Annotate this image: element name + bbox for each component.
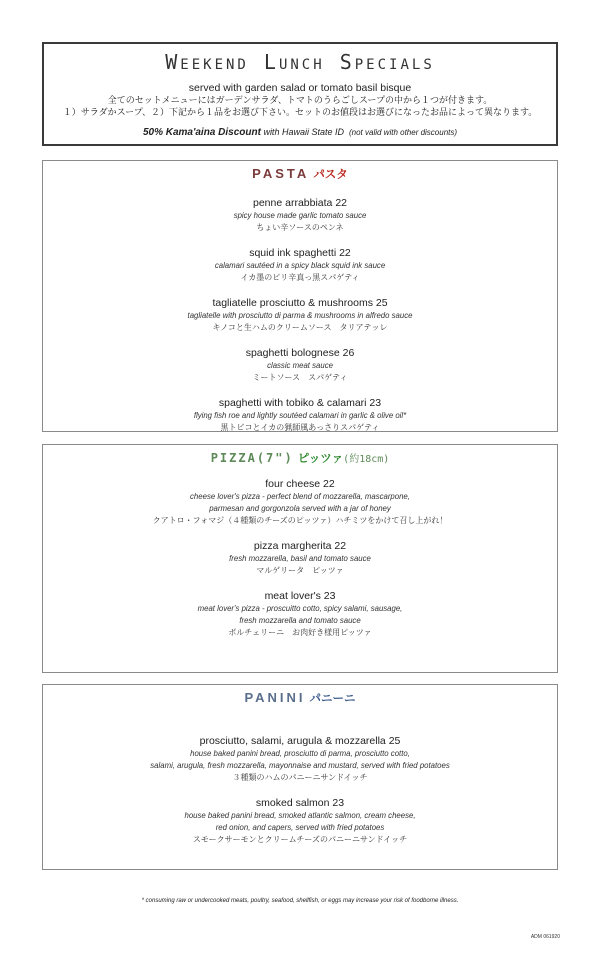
menu-item: [43, 246, 557, 284]
discount-bold: 50% Kama'aina Discount: [142, 127, 261, 138]
discount-line: [44, 127, 556, 138]
pasta-title-jp: パスタ: [313, 169, 348, 181]
item-name: meat lover's 23: [264, 590, 336, 602]
item-description: red onion, and capers, served with fried potatoes: [215, 823, 385, 832]
menu-item: [43, 477, 557, 527]
set-instructions-jp: １）サラダかスープ、２）下記から１品をお選び下さい。セットのお値段はお選びになったお品によって異なります。: [62, 107, 538, 117]
item-name: spaghetti bolognese 26: [245, 347, 355, 359]
discount-condition: with Hawaii State ID: [260, 127, 344, 137]
item-name-jp: マルゲリータ ピッツァ: [256, 566, 344, 575]
menu-item: [43, 196, 557, 234]
header-box: [42, 42, 558, 146]
menu-item: [43, 296, 557, 334]
item-name: tagliatelle prosciutto & mushrooms 25: [212, 297, 388, 309]
panini-section: [42, 684, 558, 870]
panini-title-jp: パニーニ: [309, 693, 356, 705]
item-name-jp: キノコと生ハムのクリームソース タリアテッレ: [212, 323, 388, 332]
item-description: fresh mozzarella, basil and tomato sauce: [229, 554, 371, 563]
pizza-size-jp: (約18cm): [343, 454, 390, 465]
item-name: smoked salmon 23: [255, 797, 345, 809]
item-description: house baked panini bread, smoked atlantic salmon, cream cheese,: [184, 811, 416, 820]
food-safety-note: * consuming raw or undercooked meats, poultry, seafood, shellfish, or eggs may increase your risk of foodborne illness.: [141, 898, 459, 904]
item-description: spicy house made garlic tomato sauce: [233, 211, 367, 220]
item-name: prosciutto, salami, arugula & mozzarella 25: [199, 735, 401, 747]
panini-heading: [43, 689, 557, 708]
item-description: house baked panini bread, prosciutto di parma, prosciutto cotto,: [190, 749, 410, 758]
discount-note: (not valid with other discounts): [348, 128, 458, 137]
menu-title: Weekend Lunch Specials: [165, 50, 435, 74]
pasta-heading: [43, 165, 557, 184]
item-name: pizza margherita 22: [253, 540, 347, 552]
menu-item: [43, 346, 557, 384]
item-name-jp: ボルチェリーニ お肉好き様用ピッツァ: [228, 628, 372, 637]
item-name-jp: ちょい辛ソースのペンネ: [256, 223, 344, 232]
item-description: calamari sautéed in a spicy black squid ink sauce: [214, 261, 386, 270]
menu-item: [43, 796, 557, 846]
item-name-jp: イカ墨のピリ辛真っ黒スパゲティ: [240, 273, 360, 282]
panini-title: PANINI: [244, 690, 306, 705]
menu-item: [43, 539, 557, 577]
item-description: fresh mozzarella and tomato sauce: [239, 616, 361, 625]
pizza-section: [42, 444, 558, 673]
item-name: squid ink spaghetti 22: [249, 247, 351, 259]
item-name-jp: ミートソース スパゲティ: [252, 373, 348, 382]
item-name-jp: 黒トビコとイカの猟師風あっさりスパゲティ: [220, 423, 380, 432]
set-description-jp: 全てのセットメニューにはガーデンサラダ、トマトのうらごしスープの中から１つが付きます。: [107, 95, 493, 105]
set-description: served with garden salad or tomato basil bisque: [188, 82, 412, 94]
document-code: ADM 061920: [530, 934, 560, 940]
item-description: classic meat sauce: [267, 361, 333, 370]
item-description: tagliatelle with prosciutto di parma & mushrooms in alfredo sauce: [187, 311, 413, 320]
pizza-title: PIZZA(7"): [210, 451, 294, 465]
item-name-jp: ３種類のハムのパニーニサンドイッチ: [232, 773, 368, 782]
item-name: spaghetti with tobiko & calamari 23: [218, 397, 382, 409]
item-description: cheese lover's pizza - perfect blend of mozzarella, mascarpone,: [190, 492, 410, 501]
menu-item: [43, 734, 557, 784]
item-description: meat lover's pizza - proscuitto cotto, spicy salami, sausage,: [197, 604, 403, 613]
item-name-jp: スモークサーモンとクリームチーズのパニーニサンドイッチ: [192, 835, 408, 844]
menu-item: [43, 396, 557, 434]
menu-item: [43, 589, 557, 639]
pasta-title: PASTA: [252, 166, 310, 181]
item-description: salami, arugula, fresh mozzarella, mayonnaise and mustard, served with fried potatoes: [150, 761, 450, 770]
item-description: parmesan and gorgonzola served with a jar of honey: [209, 504, 391, 513]
pizza-title-jp: ピッツァ: [297, 453, 344, 465]
item-name-jp: クアトロ・フォマジ（４種類のチーズのピッツァ）ハチミツをかけて召し上がれ！: [152, 516, 448, 525]
item-description: flying fish roe and lightly soutéed calamari in garlic & olive oil*: [193, 411, 407, 420]
item-name: four cheese 22: [265, 478, 335, 490]
pasta-section: [42, 160, 558, 432]
item-name: penne arrabbiata 22: [253, 197, 347, 209]
pizza-heading: [43, 449, 557, 469]
